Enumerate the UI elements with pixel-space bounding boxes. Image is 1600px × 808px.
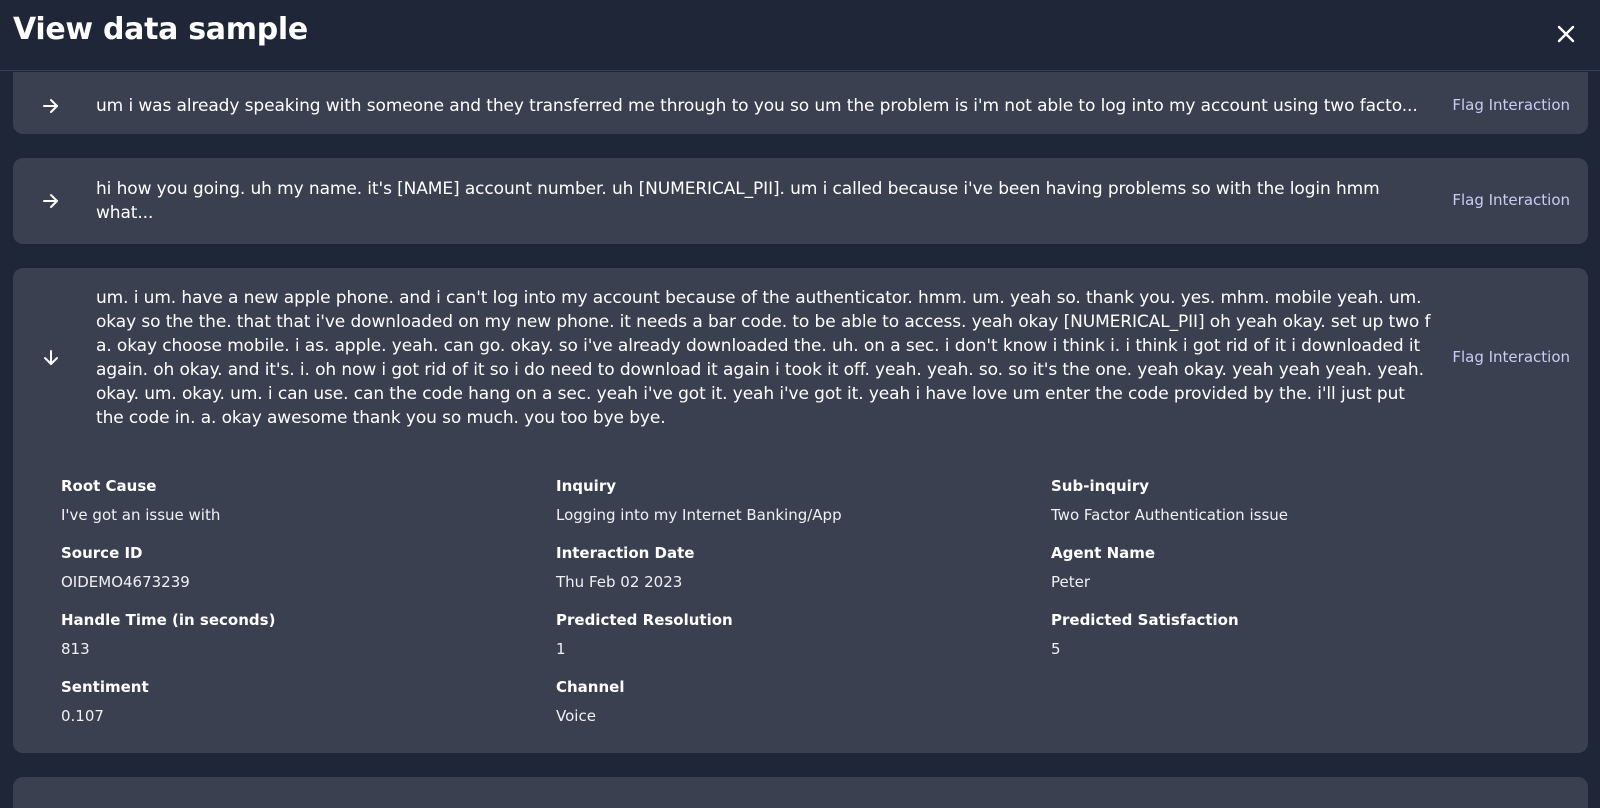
detail-value: 0.107	[61, 707, 104, 725]
interaction-transcript: um. i um. have a new apple phone. and i can't log into my account because of the authenticator. hmm. um. yeah so. thank you. yes. mhm. mobile yeah. um. okay so the the. that that i've downloaded on my new phone. it needs a bar code. to be able to access. yeah okay [NUMERICAL_PII] oh yeah okay. set up two f a. okay choose mobile. i as. apple. yeah. can go. okay. so i've already downloaded the. uh. on a sec. i don't know i think i. i think i got rid of it i downloaded it again. oh okay. and it's. i. oh now i got rid of it so i do need to download it again i took it off. yeah. yeah. so. so it's the one. yeah okay. yeah yeah yeah. yeah. okay. um. okay. um. i can use. can the code hang on a sec. yeah i've got it. yeah i've got it. yeah i have love um enter the code provided by the. i'll just put the code in. a. okay awesome thank you so much. you too bye bye.	[96, 288, 1431, 428]
interaction-transcript: um i was already speaking with someone and they transferred me through to you so um the problem is i'm not able to log into my account using two facto...	[96, 96, 1418, 116]
arrow-right-icon[interactable]	[41, 96, 61, 116]
detail-handle-time	[61, 610, 541, 659]
interaction-card	[13, 72, 1588, 134]
detail-label: Channel	[556, 678, 625, 696]
detail-label: Sentiment	[61, 678, 149, 696]
detail-label: Sub-inquiry	[1051, 477, 1149, 495]
interaction-card	[13, 158, 1588, 244]
interaction-transcript: hi how you going. uh my name. it's [NAME] account number. uh [NUMERICAL_PII]. um i called because i've been having problems so with the login hmm what...	[96, 179, 1380, 223]
flag-interaction-link[interactable]: Flag Interaction	[1452, 191, 1570, 209]
detail-label: Agent Name	[1051, 544, 1156, 562]
modal-header	[0, 0, 1600, 71]
detail-label: Interaction Date	[556, 544, 695, 562]
detail-value: 1	[556, 640, 566, 658]
detail-interaction-date	[556, 543, 1036, 592]
arrow-right-icon[interactable]	[41, 191, 61, 211]
detail-predicted-satisfaction	[1051, 610, 1531, 659]
modal-title: View data sample	[13, 12, 308, 47]
detail-value: 813	[61, 640, 90, 658]
detail-value: OIDEMO4673239	[61, 573, 190, 591]
detail-value: Logging into my Internet Banking/App	[556, 506, 842, 524]
detail-label: Inquiry	[556, 477, 616, 495]
detail-inquiry	[556, 476, 1036, 525]
detail-label: Root Cause	[61, 477, 157, 495]
detail-agent-name	[1051, 543, 1531, 592]
detail-label: Handle Time (in seconds)	[61, 611, 276, 629]
flag-interaction-link[interactable]: Flag Interaction	[1452, 96, 1570, 114]
arrow-down-icon[interactable]	[41, 348, 61, 368]
detail-channel	[556, 677, 1036, 726]
detail-label: Predicted Resolution	[556, 611, 733, 629]
flag-interaction-link[interactable]: Flag Interaction	[1452, 348, 1570, 366]
detail-value: Peter	[1051, 573, 1091, 591]
interaction-list[interactable]	[0, 72, 1600, 808]
interaction-card-expanded	[13, 268, 1588, 753]
detail-value: I've got an issue with	[61, 506, 221, 524]
detail-value: 5	[1051, 640, 1061, 658]
detail-value: Two Factor Authentication issue	[1051, 506, 1288, 524]
detail-predicted-resolution	[556, 610, 1036, 659]
detail-label: Source ID	[61, 544, 143, 562]
detail-sub-inquiry	[1051, 476, 1531, 525]
detail-label: Predicted Satisfaction	[1051, 611, 1239, 629]
interaction-card	[13, 777, 1588, 808]
detail-root-cause	[61, 476, 541, 525]
detail-value: Voice	[556, 707, 596, 725]
close-icon[interactable]	[1552, 20, 1580, 48]
detail-sentiment	[61, 677, 541, 726]
detail-source-id	[61, 543, 541, 592]
detail-value: Thu Feb 02 2023	[556, 573, 683, 591]
